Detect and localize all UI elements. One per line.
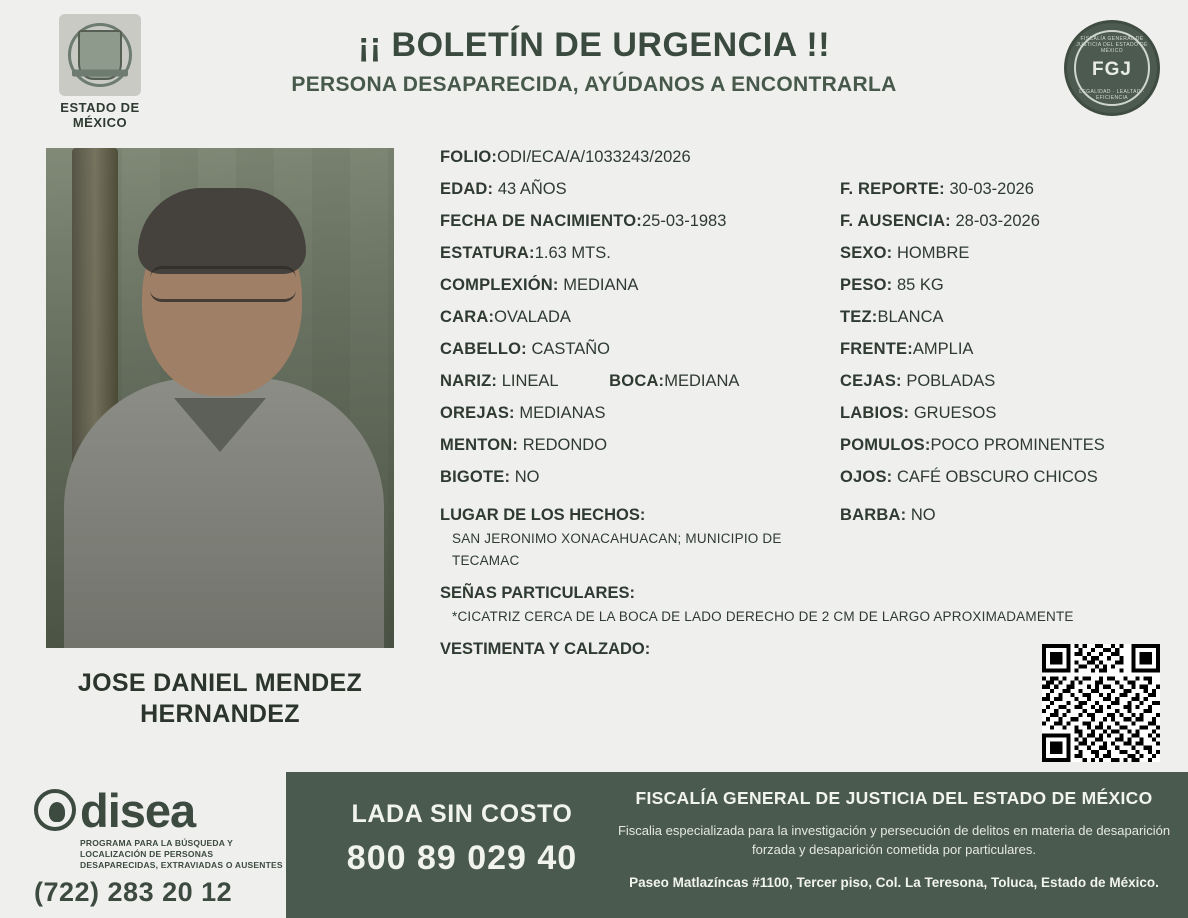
fiscalia-block (616, 788, 1172, 892)
field-senas-particulares-value: *CICATRIZ CERCA DE LA BOCA DE LADO DERECHO DE 2 CM DE LARGO APROXIMADAMENTE (452, 609, 1074, 624)
field-vestimenta-label: VESTIMENTA Y CALZADO: (440, 640, 651, 658)
field-orejas (440, 398, 840, 428)
field-lugar-hechos (440, 502, 840, 572)
detail-row-nacimiento (440, 206, 1160, 236)
fgj-seal-icon (1064, 20, 1160, 116)
field-folio-value: ODI/ECA/A/1033243/2026 (497, 148, 691, 166)
field-fecha-nacimiento-label: FECHA DE NACIMIENTO: (440, 212, 642, 230)
field-menton-value: REDONDO (522, 436, 608, 454)
person-photo (46, 148, 394, 648)
detail-row-folio (440, 142, 1160, 172)
person-name: JOSE DANIEL MENDEZ HERNANDEZ (77, 669, 363, 729)
field-estatura (440, 238, 840, 268)
field-pomulos (840, 430, 1160, 460)
field-ojos-label: OJOS: (840, 468, 893, 486)
field-labios-label: LABIOS: (840, 404, 910, 422)
disea-wordmark (34, 786, 284, 836)
field-peso-value: 85 KG (896, 276, 944, 294)
footer-dark-panel (286, 772, 1188, 918)
field-cabello-label: CABELLO: (440, 340, 527, 358)
field-lugar-hechos-value: SAN JERONIMO XONACAHUACAN; MUNICIPIO DE TECAMAC (452, 531, 782, 568)
field-f-ausencia-label: F. AUSENCIA: (840, 212, 951, 230)
field-sexo-label: SEXO: (840, 244, 893, 262)
disea-description: PROGRAMA PARA LA BÚSQUEDA Y LOCALIZACIÓN DE PERSONAS DESAPARECIDAS, EXTRAVIADAS O AUSENTES (80, 838, 283, 870)
field-senas-particulares (440, 580, 1160, 628)
field-nariz-value: LINEAL (501, 372, 559, 390)
fiscalia-description: Fiscalia especializada para la investigación y persecución de delitos en materia de desaparición forzada y desaparición cometida por particulares. (617, 823, 1171, 857)
field-lugar-hechos-label: LUGAR DE LOS HECHOS: (440, 506, 646, 524)
field-cara-label: CARA: (440, 308, 495, 326)
field-barba (840, 500, 1160, 530)
lada-label: LADA SIN COSTO (351, 800, 573, 828)
field-boca-label: BOCA: (609, 372, 665, 390)
field-estatura-value: 1.63 MTS. (534, 244, 611, 262)
field-nariz-pair (440, 366, 559, 396)
field-labios-value: GRUESOS (913, 404, 997, 422)
bulletin-header (0, 0, 1188, 132)
field-ojos (840, 462, 1160, 492)
field-cejas (840, 366, 1160, 396)
field-nariz-label: NARIZ: (440, 372, 498, 390)
disea-phone: (722) 283 20 12 (34, 877, 233, 907)
detail-row-complexion (440, 270, 1160, 300)
field-tez (840, 302, 1160, 332)
lada-block (312, 800, 612, 878)
field-cara-value: OVALADA (494, 308, 571, 326)
detail-row-menton (440, 430, 1160, 460)
detail-row-orejas (440, 398, 1160, 428)
state-logo (36, 14, 164, 130)
header-titles (190, 26, 998, 97)
fiscalia-address: Paseo Matlazíncas #1100, Tercer piso, Col. La Teresona, Toluca, Estado de México. (629, 875, 1159, 890)
field-cabello (440, 334, 840, 364)
field-folio (440, 142, 840, 172)
qr-code[interactable] (1042, 644, 1160, 762)
field-menton-label: MENTON: (440, 436, 519, 454)
detail-row-nariz-boca (440, 366, 1160, 396)
bulletin-footer (0, 772, 1188, 918)
field-cabello-value: CASTAÑO (531, 340, 610, 358)
field-cejas-label: CEJAS: (840, 372, 902, 390)
detail-row-bigote (440, 462, 1160, 492)
field-edad (440, 174, 840, 204)
field-boca-pair (609, 366, 739, 396)
field-pomulos-value: POCO PROMINENTES (930, 436, 1105, 454)
field-complexion (440, 270, 840, 300)
field-peso (840, 270, 1160, 300)
field-boca-value: MEDIANA (664, 372, 740, 390)
field-f-ausencia-value: 28-03-2026 (955, 212, 1040, 230)
field-ojos-value: CAFÉ OBSCURO CHICOS (896, 468, 1098, 486)
fiscalia-title: FISCALÍA GENERAL DE JUSTICIA DEL ESTADO DE MÉXICO (635, 788, 1153, 808)
field-senas-particulares-label: SEÑAS PARTICULARES: (440, 584, 635, 602)
field-frente (840, 334, 1160, 364)
field-orejas-value: MEDIANAS (519, 404, 606, 422)
bulletin-title: ¡¡ BOLETÍN DE URGENCIA !! (357, 26, 831, 64)
detail-row-lugar-barba (440, 494, 1160, 572)
field-edad-value: 43 AÑOS (497, 180, 567, 198)
field-f-reporte (840, 174, 1160, 204)
lada-number: 800 89 029 40 (346, 839, 578, 877)
field-folio-label: FOLIO: (440, 148, 498, 166)
field-sexo-value: HOMBRE (896, 244, 970, 262)
field-sexo (840, 238, 1160, 268)
disea-wordmark-text: disea (80, 784, 196, 837)
photo-block (46, 148, 394, 731)
bulletin-subtitle: PERSONA DESAPARECIDA, AYÚDANOS A ENCONTRARLA (291, 73, 897, 96)
field-f-reporte-value: 30-03-2026 (949, 180, 1034, 198)
fgj-ring-text-bottom: LEGALIDAD · LEALTAD · EFICIENCIA (1079, 89, 1145, 101)
state-seal-icon (59, 14, 141, 96)
field-cejas-value: POBLADAS (906, 372, 996, 390)
detail-row-edad (440, 174, 1160, 204)
field-barba-value: NO (910, 506, 936, 524)
field-edad-label: EDAD: (440, 180, 494, 198)
detail-row-cara (440, 302, 1160, 332)
qr-code-icon (1042, 644, 1160, 762)
field-frente-label: FRENTE: (840, 340, 913, 358)
field-fecha-nacimiento-value: 25-03-1983 (642, 212, 727, 230)
field-bigote (440, 462, 840, 492)
fgj-initials: FGJ (1092, 59, 1132, 80)
fgj-ring-text-top: FISCALÍA GENERAL DE JUSTICIA DEL ESTADO DE MÉXICO (1076, 36, 1148, 54)
field-peso-label: PESO: (840, 276, 893, 294)
field-complexion-value: MEDIANA (563, 276, 639, 294)
field-tez-value: BLANCA (877, 308, 944, 326)
field-barba-label: BARBA: (840, 506, 907, 524)
state-logo-label: ESTADO DE MÉXICO (60, 100, 140, 130)
field-fecha-nacimiento (440, 206, 840, 236)
field-tez-label: TEZ: (840, 308, 878, 326)
person-details (440, 142, 1160, 662)
field-complexion-label: COMPLEXIÓN: (440, 276, 559, 294)
field-menton (440, 430, 840, 460)
field-estatura-label: ESTATURA: (440, 244, 535, 262)
field-cara (440, 302, 840, 332)
field-bigote-value: NO (514, 468, 540, 486)
fgj-logo (1064, 20, 1160, 116)
disea-magnifier-icon (34, 789, 76, 831)
detail-row-estatura (440, 238, 1160, 268)
field-labios (840, 398, 1160, 428)
field-pomulos-label: POMULOS: (840, 436, 931, 454)
field-nariz (440, 366, 840, 396)
field-bigote-label: BIGOTE: (440, 468, 511, 486)
detail-row-cabello (440, 334, 1160, 364)
field-f-reporte-label: F. REPORTE: (840, 180, 945, 198)
disea-logo-block (34, 786, 284, 908)
field-f-ausencia (840, 206, 1160, 236)
field-orejas-label: OREJAS: (440, 404, 515, 422)
field-frente-value: AMPLIA (912, 340, 974, 358)
